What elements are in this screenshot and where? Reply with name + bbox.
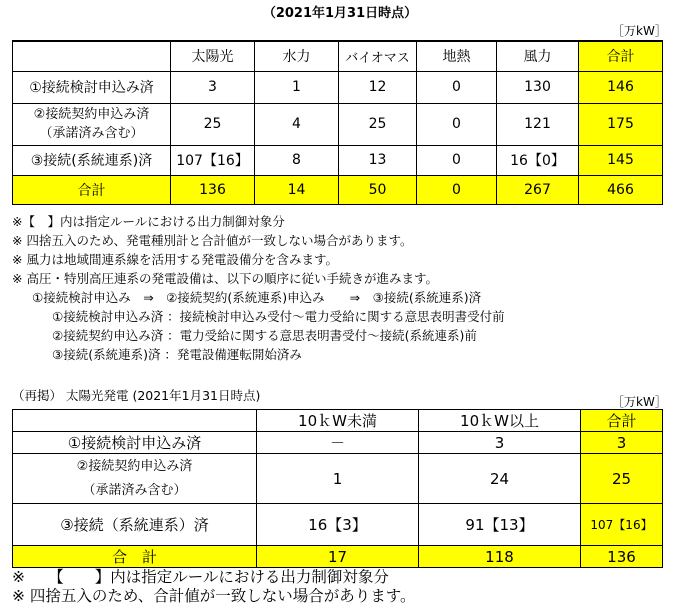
cell-total: 146 [579,71,663,103]
cell: 3 [419,432,581,454]
row-label-line1: ②接続契約申込み済 [33,107,150,122]
table-header-row [13,410,663,432]
header-cell: バイオマス [339,41,417,71]
note-line: ※ 四捨五入のため、合計値が一致しない場合があります。 [12,587,416,605]
cell: 8 [255,145,339,175]
note-line: ②接続契約申込み済 ：電力受給に関する意思表明書受付～接続(系統連系)前 [52,328,477,343]
cell: 0 [417,71,497,103]
solar-table [12,409,663,568]
cell-total: 175 [579,103,663,145]
notes-block-2 [12,568,416,606]
cell: 25 [339,103,417,145]
header-cell [13,410,257,432]
header-cell [13,41,171,71]
table-row [13,504,663,546]
cell: 12 [339,71,417,103]
cell: 1 [255,71,339,103]
table-row [13,432,663,454]
page-title: （2021年1月31日時点） [262,6,418,21]
note-line: ※ 高圧・特別高圧連系の発電設備は、以下の順序に従い手続きが進みます。 [12,271,438,286]
cell: 13 [339,145,417,175]
table-row [13,145,663,175]
cell: 130 [497,71,579,103]
header-cell: 太陽光 [171,41,255,71]
total-cell: 267 [497,175,579,204]
total-label: 合計 [13,175,171,204]
total-label: 合 計 [13,546,257,568]
cell: 25 [171,103,255,145]
total-cell: 136 [171,175,255,204]
header-cell: 10ｋW未満 [257,410,419,432]
total-row [13,546,663,568]
table-row [13,71,663,103]
row-label [13,454,257,504]
notes-block [12,212,505,364]
summary-table [12,40,663,205]
row-label: ①接続検討申込み済 [13,432,257,454]
header-cell: 10ｋW以上 [419,410,581,432]
note-line: ※ 風力は地域間連系線を活用する発電設備分を含みます。 [12,252,338,267]
cell: 0 [417,103,497,145]
row-label: ①接続検討申込み済 [13,71,171,103]
note-line: ①接続検討申込み ⇒ ②接続契約(系統連系)申込み ⇒ ③接続(系統連系)済 [32,290,482,305]
cell-total: 3 [581,432,663,454]
header-cell: 地熱 [417,41,497,71]
note-line: ①接続検討申込み済 ：接続検討申込み受付～電力受給に関する意思表明書受付前 [52,309,505,324]
cell-total: 25 [581,454,663,504]
cell: 107【16】 [171,145,255,175]
cell: 121 [497,103,579,145]
table-row [13,103,663,145]
subtitle: （再掲） 太陽光発電 (2021年1月31日時点) [12,388,261,403]
row-label-line2: （承諾済み含む） [82,482,187,498]
cell: 91【13】 [419,504,581,546]
row-label-line1: ②接続契約申込み済 [76,458,193,474]
unit-label: ［万kW］ [612,24,667,38]
cell: 16【3】 [257,504,419,546]
note-line: ③接続(系統連系)済 ：発電設備運転開始済み [52,347,302,362]
total-cell: 466 [579,175,663,204]
row-label: ③接続（系統連系）済 [13,504,257,546]
header-cell-total: 合計 [579,41,663,71]
header-cell: 水力 [255,41,339,71]
total-cell: 0 [417,175,497,204]
unit-label-2: ［万kW］ [612,395,667,409]
total-cell: 50 [339,175,417,204]
cell: － [257,432,419,454]
total-cell: 118 [419,546,581,568]
table-header-row [13,41,663,71]
total-cell: 14 [255,175,339,204]
cell: 24 [419,454,581,504]
cell: 0 [417,145,497,175]
cell-total: 145 [579,145,663,175]
table-row [13,454,663,504]
cell: 3 [171,71,255,103]
cell-total: 107【16】 [581,504,663,546]
row-label: ③接続(系統連系)済 [13,145,171,175]
row-label-line2: （承諾済み含む） [39,126,144,141]
total-cell: 17 [257,546,419,568]
cell: 1 [257,454,419,504]
note-line: ※ 四捨五入のため、発電種別計と合計値が一致しない場合があります。 [12,233,413,248]
cell: 16【0】 [497,145,579,175]
total-cell: 136 [581,546,663,568]
header-cell: 風力 [497,41,579,71]
total-row [13,175,663,204]
header-cell-total: 合計 [581,410,663,432]
note-line: ※ 【 】内は指定ルールにおける出力制御対象分 [12,568,389,586]
note-line: ※【 】内は指定ルールにおける出力制御対象分 [12,214,285,229]
cell: 4 [255,103,339,145]
row-label [13,103,171,145]
